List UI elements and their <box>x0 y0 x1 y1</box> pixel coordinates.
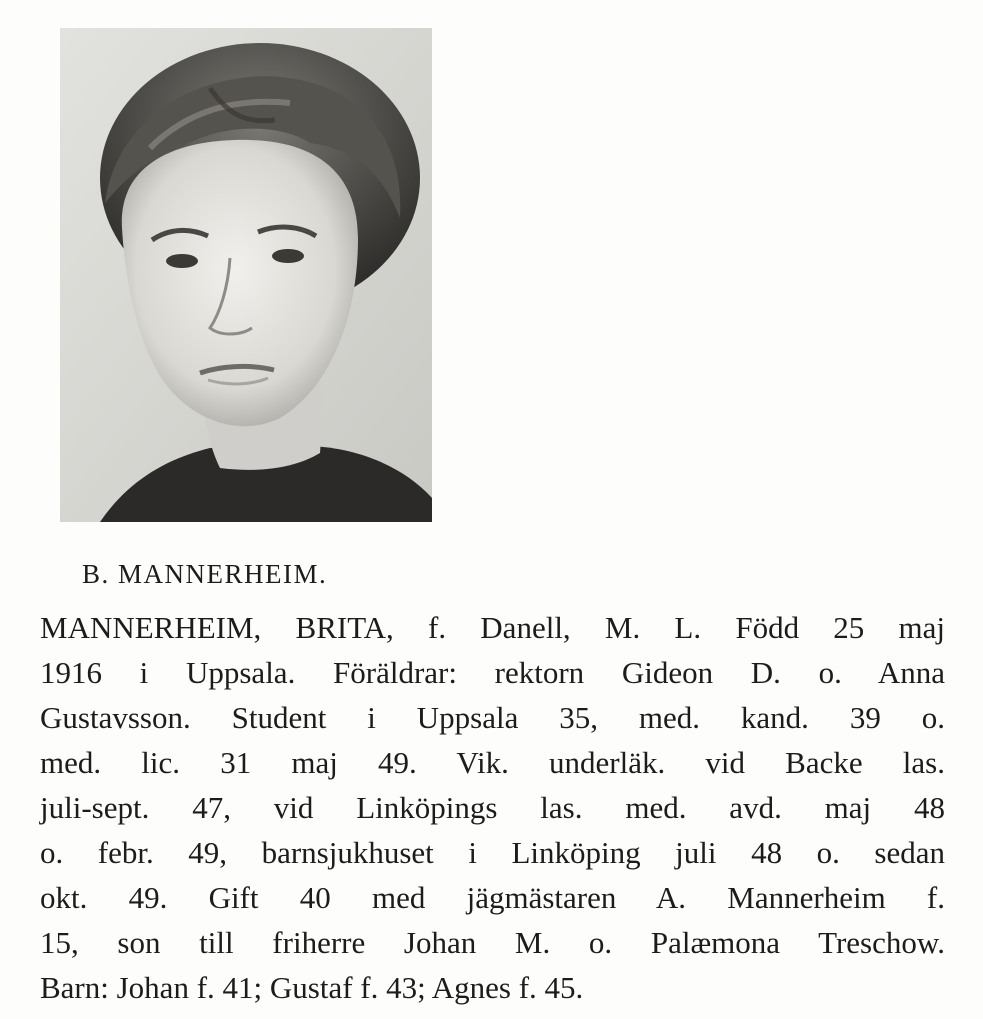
biography-line: 1916 i Uppsala. Föräldrar: rektorn Gideon D. o. Anna <box>40 655 945 690</box>
biography-line: juli-sept. 47, vid Linköpings las. med. avd. maj 48 <box>40 790 945 825</box>
portrait-photo <box>60 28 432 522</box>
biography-line: okt. 49. Gift 40 med jägmästaren A. Mannerheim f. <box>40 880 945 915</box>
biography-line: Gustavsson. Student i Uppsala 35, med. kand. 39 o. <box>40 700 945 735</box>
portrait-image <box>60 28 432 522</box>
biography-line: 15, son till friherre Johan M. o. Palæmona Treschow. <box>40 925 945 960</box>
biography-line: o. febr. 49, barnsjukhuset i Linköping juli 48 o. sedan <box>40 835 945 870</box>
portrait-caption: B. MANNERHEIM. <box>82 559 328 589</box>
biography-line: med. lic. 31 maj 49. Vik. underläk. vid Backe las. <box>40 745 945 780</box>
biography-text <box>40 605 945 1010</box>
biography-line: MANNERHEIM, BRITA, f. Danell, M. L. Född 25 maj <box>40 610 945 645</box>
biography-line: Barn: Johan f. 41; Gustaf f. 43; Agnes f. 45. <box>40 970 584 1005</box>
